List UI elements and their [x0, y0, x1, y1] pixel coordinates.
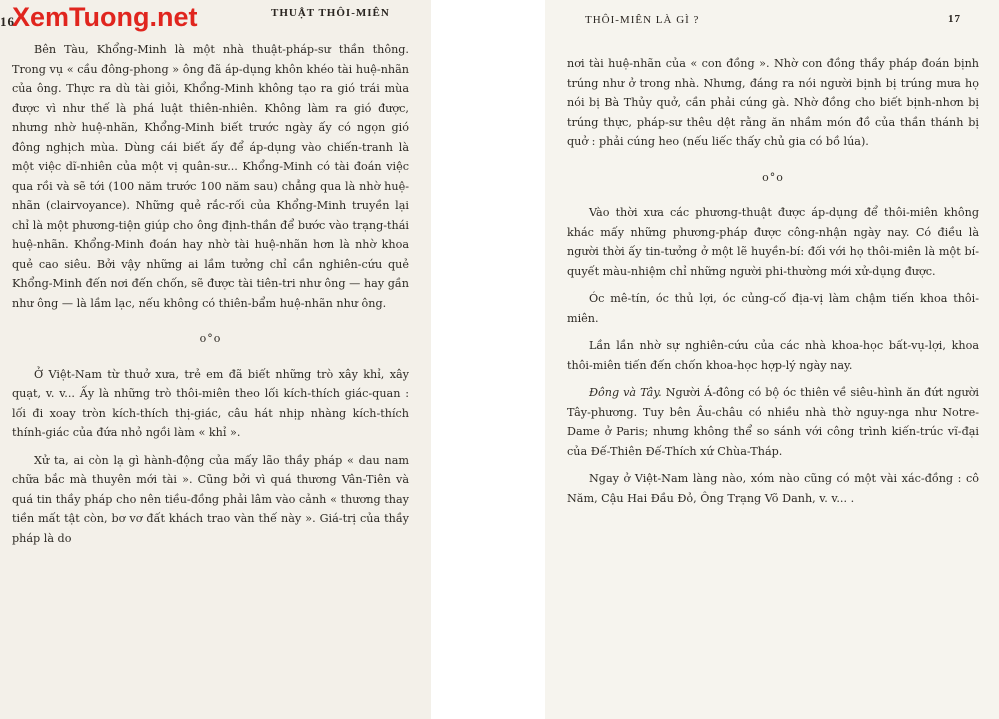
paragraph: Lần lần nhờ sự nghiên-cứu của các nhà khoa-học bất-vụ-lợi, khoa thôi-miên tiến đến chốn khoa-học hợp-lý ngày nay. [567, 339, 979, 372]
section-separator: o°o [762, 170, 784, 184]
paragraph: Ở Việt-Nam từ thuở xưa, trẻ em đã biết những trò xây khỉ, xây quạt, v. v... Ấy là những trò thôi-miên theo lối kích-thích giác-quan : lối đi xoay tròn kích-thích thị-giác, câu hát nhịp nhàng kích-thích thính-giác của đứa nhỏ ngồi làm « khỉ ». [12, 367, 409, 439]
watermark-logo: XemTuong.net [12, 2, 198, 32]
paragraph: Xử ta, ai còn lạ gì hành-động của mấy lão thầy pháp « dau nam chữa bắc mà thuyên mới tài ». Cũng bởi vì quá thương Vân-Tiên và quá tin thầy pháp cho nên tiều-đồng phải lâm vào cảnh « thương thay tiền mất tật còn, bơ vơ đất khách trao vàn thế này ». Giá-trị của thầy pháp là do [12, 453, 409, 545]
right-page-header [563, 0, 985, 40]
right-page [545, 0, 999, 719]
paragraph-text: Người Á-đông có bộ óc thiên về siêu-hình ăn đứt người Tây-phương. Tuy bên Âu-châu có nhiều nhà thờ nguy-nga như Notre-Dame ở Paris; nhưng không thể so sánh với công trình kiến-trúc vĩ-đại của Đế-Thiên Đế-Thích xứ Chùa-Tháp. [567, 386, 980, 458]
paragraph: nơi tài huệ-nhãn của « con đồng ». Nhờ con đồng thầy pháp đoán bịnh trúng như ở trong nhà. Nhưng, đáng ra nói người bịnh bị trúng mưa họ nói bị Bà Thủy quở, cần phải cúng gà. Nhờ đồng cho biết bịnh-nhơn bị trúng thực, pháp-sư thêu dệt rằng ăn nhầm món đồ của thần thánh bị quở : phải cúng heo (nếu liếc thấy chủ gia có bồ lúa). [567, 57, 979, 148]
left-running-head: THUẬT THÔI-MIÊN [271, 7, 390, 19]
left-page-number: 16 [0, 14, 15, 29]
paragraph: Bên Tàu, Khổng-Minh là một nhà thuật-pháp-sư thần thông. Trong vụ « cầu đông-phong » ông đã áp-dụng khôn khéo tài huệ-nhãn của ông. Thực ra dù tài giỏi, Khổng-Minh không tạo ra gió trái mùa được vì như thế là phá luật thiên-nhiên. Không làm ra gió được, nhưng nhờ huệ-nhãn, Khổng-Minh biết trước ngày ấy có ngọn gió đông nghịch mùa. Dùng cái biết ấy để áp-dụng vào chiến-tranh là một việc dĩ-nhiên của một vị quân-sư... Khổng-Minh có tài đoán việc qua rồi và sẽ tới (100 năm trước 100 năm sau) chẳng qua là nhờ huệ-nhãn (clairvoyance). Những quẻ rắc-rối của Khổng-Minh truyền lại chỉ là một phương-tiện giúp cho ông định-thần để bước vào trạng-thái huệ-nhãn. Khổng-Minh đoán hay nhờ tài huệ-nhãn hơn là nhờ khoa quẻ cao siêu. Bởi vậy những ai lầm tưởng chỉ cần nghiên-cứu quẻ Khổng-Minh đến nơi đến chốn, sẽ được tài tiên-tri như ông — hay gần như ông — là lầm lạc, nếu không có thiên-bẩm huệ-nhãn như ông. [12, 43, 409, 310]
right-page-body [563, 54, 985, 508]
left-page-body [0, 40, 417, 548]
right-page-number: 17 [948, 13, 961, 25]
left-page-header [0, 0, 417, 40]
paragraph: Óc mê-tín, óc thủ lợi, óc củng-cố địa-vị làm chậm tiến khoa thôi-miên. [567, 292, 979, 325]
paragraph: Vào thời xưa các phương-thuật được áp-dụng để thôi-miên không khác mấy những phương-pháp được công-nhận ngày nay. Có điều là người thời ấy tin-tưởng ở một lẽ huyền-bí: đối với họ thôi-miên là một bí-quyết màu-nhiệm chỉ những người phi-thường mới xử-dụng được. [567, 206, 979, 278]
right-running-head: THÔI-MIÊN LÀ GÌ ? [585, 14, 700, 26]
page-gutter [431, 0, 545, 719]
paragraph [567, 383, 979, 461]
left-page [0, 0, 431, 719]
paragraph: Ngay ở Việt-Nam làng nào, xóm nào cũng có một vài xác-đồng : cô Năm, Cậu Hai Đầu Đỏ, Ông Trạng Võ Danh, v. v... . [567, 472, 979, 505]
italic-lead: Đông và Tây. [589, 386, 662, 399]
section-separator: o°o [199, 332, 222, 345]
